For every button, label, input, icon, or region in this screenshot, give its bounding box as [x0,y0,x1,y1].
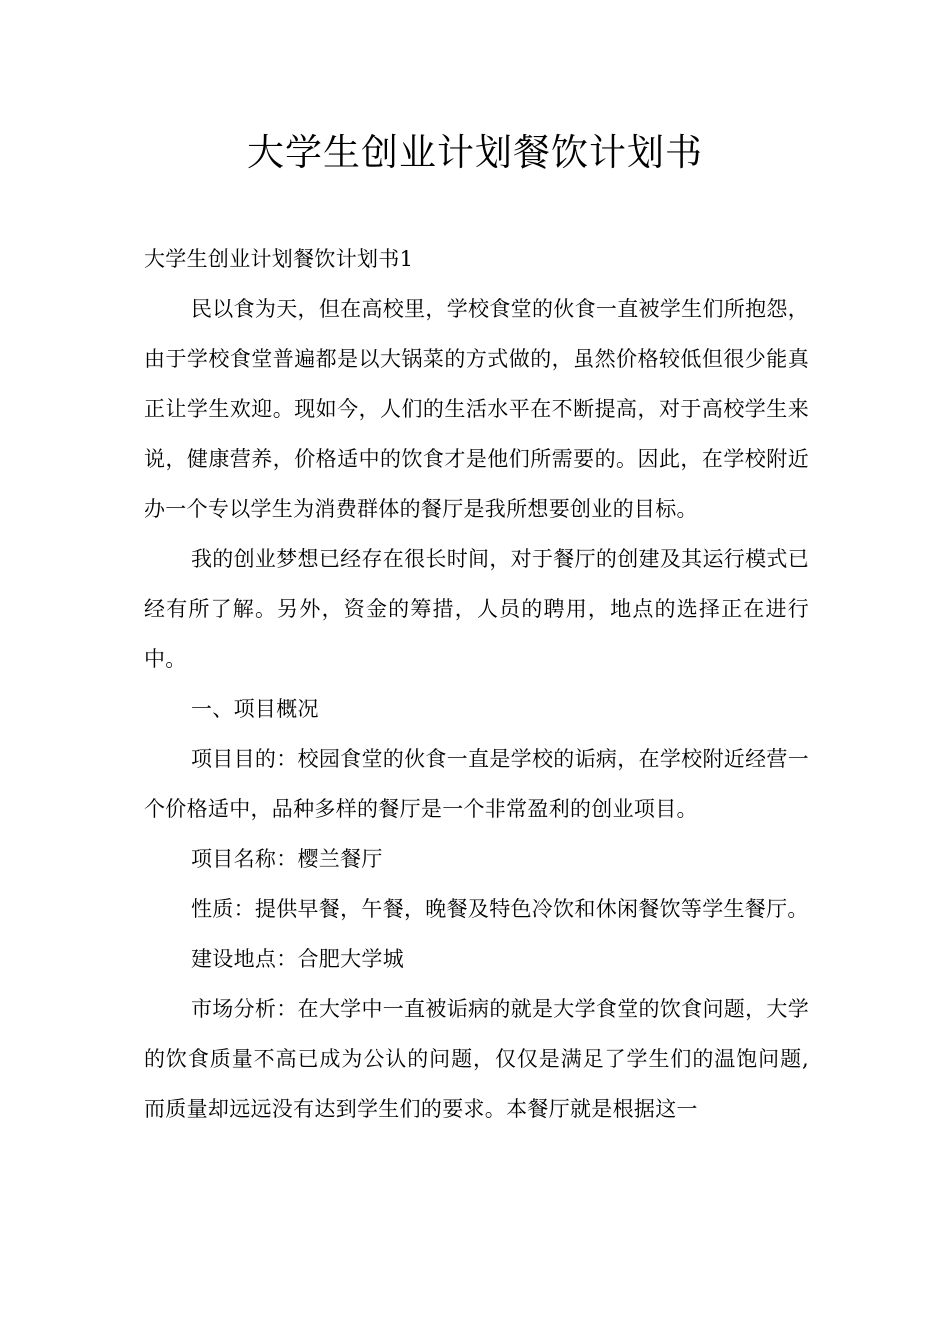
section-heading: 一、项目概况 [191,697,319,721]
body-paragraph: 建设地点：合肥大学城 [191,947,404,971]
body-paragraph: 性质：提供早餐，午餐，晚餐及特色冷饮和休闲餐饮等学生餐厅。 [191,897,809,921]
document-title: 大学生创业计划餐饮计划书 [247,131,703,174]
document-body [144,234,809,1134]
body-paragraph: 我的创业梦想已经存在很长时间，对于餐厅的创建及其运行模式已经有所了解。另外，资金的筹措，人员的聘用，地点的选择正在进行中。 [144,547,809,671]
body-paragraph: 市场分析：在大学中一直被诟病的就是大学食堂的饮食问题，大学的饮食质量不高已成为公认的问题，仅仅是满足了学生们的温饱问题,而质量却远远没有达到学生们的要求。本餐厅就是根据这一 [144,997,809,1121]
subtitle-paragraph: 大学生创业计划餐饮计划书1 [144,247,414,271]
body-paragraph: 项目名称：樱兰餐厅 [191,847,383,871]
body-paragraph: 项目目的：校园食堂的伙食一直是学校的诟病，在学校附近经营一个价格适中，品种多样的餐厅是一个非常盈利的创业项目。 [144,747,809,821]
body-paragraph: 民以食为天，但在高校里，学校食堂的伙食一直被学生们所抱怨，由于学校食堂普遍都是以大锅菜的方式做的，虽然价格较低但很少能真正让学生欢迎。现如今，人们的生活水平在不断提高，对于高校学生来说，健康营养，价格适中的饮食才是他们所需要的。因此，在学校附近办一个专以学生为消费群体的餐厅是我所想要创业的目标。 [144,297,809,521]
